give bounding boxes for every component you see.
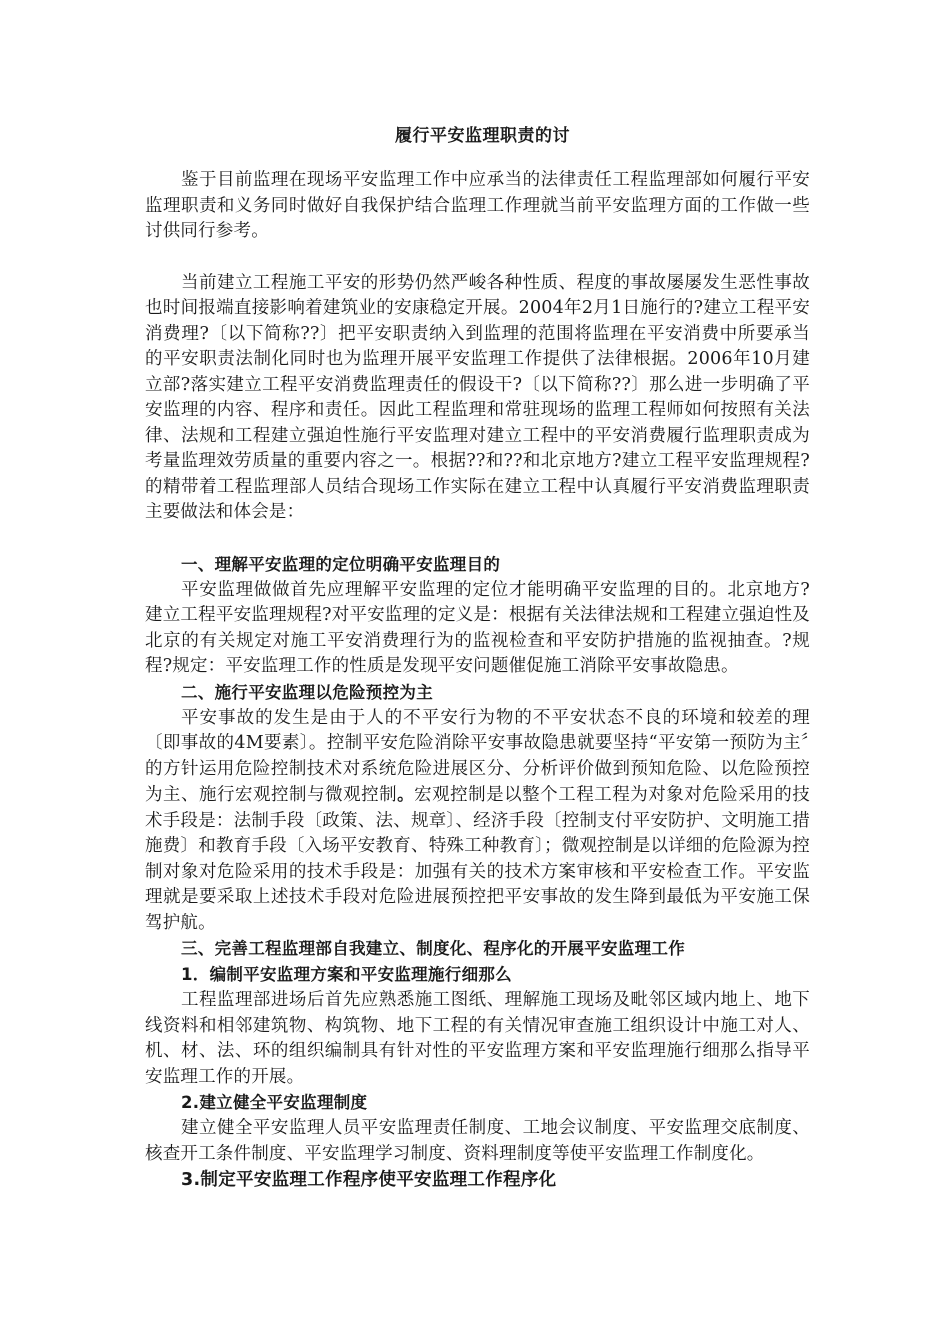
section-1-heading: 一、理解平安监理的定位明确平安监理目的 [181, 554, 501, 574]
subsection-1-heading: 1．编制平安监理方案和平安监理施行细那么 [181, 965, 512, 984]
section-3-heading: 三、完善工程监理部自我建立、制度化、程序化的开展平安监理工作 [181, 939, 685, 958]
document-page [145, 120, 810, 1193]
section-2-body-part-2: 宏观控制是以整个工程工程为对象对危险采用的技术手段是：法制手段〔政策、法、规章〕、经济手段〔控制支付平安防护、文明施工措施费〕和教育手段〔入场平安教育、特殊工种教育〕；微观控制是以详细的危险源为控制对象对危险采用的技术手段是：加强有关的技术方案审核和平安检查工作。平安监理就是要采取上述技术手段对危险进展预控把平安事故的发生降到最低为平安施工保驾护航。 [145, 785, 810, 933]
section-2-heading: 二、施行平安监理以危险预控为主 [181, 682, 433, 702]
subsection-2-heading: 2.建立健全平安监理制度 [181, 1093, 368, 1112]
subsection-2-body: 建立健全平安监理人员平安监理责任制度、工地会议制度、平安监理交底制度、核查开工条件制度、平安监理学习制度、资料理制度等使平安监理工作制度化。 [145, 1118, 810, 1164]
subsection-1-body: 工程监理部进场后首先应熟悉施工图纸、理解施工现场及毗邻区域内地上、地下线资料和相邻建筑物、构筑物、地下工程的有关情况审查施工组织设计中施工对人、机、材、法、环的组织编制具有针对性的平安监理方案和平安监理施行细那么指导平安监理工作的开展。 [145, 990, 810, 1087]
section-2-body-bold-dot: 。 [397, 785, 415, 804]
document-title: 履行平安监理职责的讨 [395, 126, 570, 146]
intro-paragraph-1: 鉴于目前监理在现场平安监理工作中应承当的法律责任工程监理部如何履行平安监理职责和义务同时做好自我保护结合监理工作理就当前平安监理方面的工作做一些讨供同行参考。 [145, 170, 810, 241]
section-2-body-part-1: 平安事故的发生是由于人的不平安行为物的不平安状态不良的环境和较差的理〔即事故的4M要素〕。控制平安危险消除平安事故隐患就要坚持“平安第一预防为主〞的方针运用危险控制技术对系统危险进展区分、分析评价做到预知危险、以危险预控为主、施行宏观控制与微观控制 [145, 707, 810, 805]
section-2-body [145, 706, 810, 937]
section-1-body: 平安监理做做首先应理解平安监理的定位才能明确平安监理的目的。北京地方?建立工程平安监理规程?对平安监理的定义是：根据有关法律法规和工程建立强迫性及北京的有关规定对施工平安消费理行为的监视检查和平安防护措施的监视抽查。?规程?规定：平安监理工作的性质是发现平安问题催促施工消除平安事故隐患。 [145, 579, 810, 676]
subsection-3-heading: 3.制定平安监理工作程序使平安监理工作程序化 [181, 1170, 557, 1190]
intro-paragraph-2: 当前建立工程施工平安的形势仍然严峻各种性质、程度的事故屡屡发生恶性事故也时间报端直接影响着建筑业的安康稳定开展。2004年2月1日施行的?建立工程平安消费理?〔以下简称??〕把平安职责纳入到监理的范围将监理在平安消费中所要承当的平安职责法制化同时也为监理开展平安监理工作提供了法律根据。2006年10月建立部?落实建立工程平安消费监理责任的假设干?〔以下简称??〕那么进一步明确了平安监理的内容、程序和责任。因此工程监理和常驻现场的监理工程师如何按照有关法律、法规和工程建立强迫性施行平安监理对建立工程中的平安消费履行监理职责成为考量监理效劳质量的重要内容之一。根据??和??和北京地方?建立工程平安监理规程?的精带着工程监理部人员结合现场工作实际在建立工程中认真履行平安消费监理职责主要做法和体会是： [145, 272, 810, 522]
